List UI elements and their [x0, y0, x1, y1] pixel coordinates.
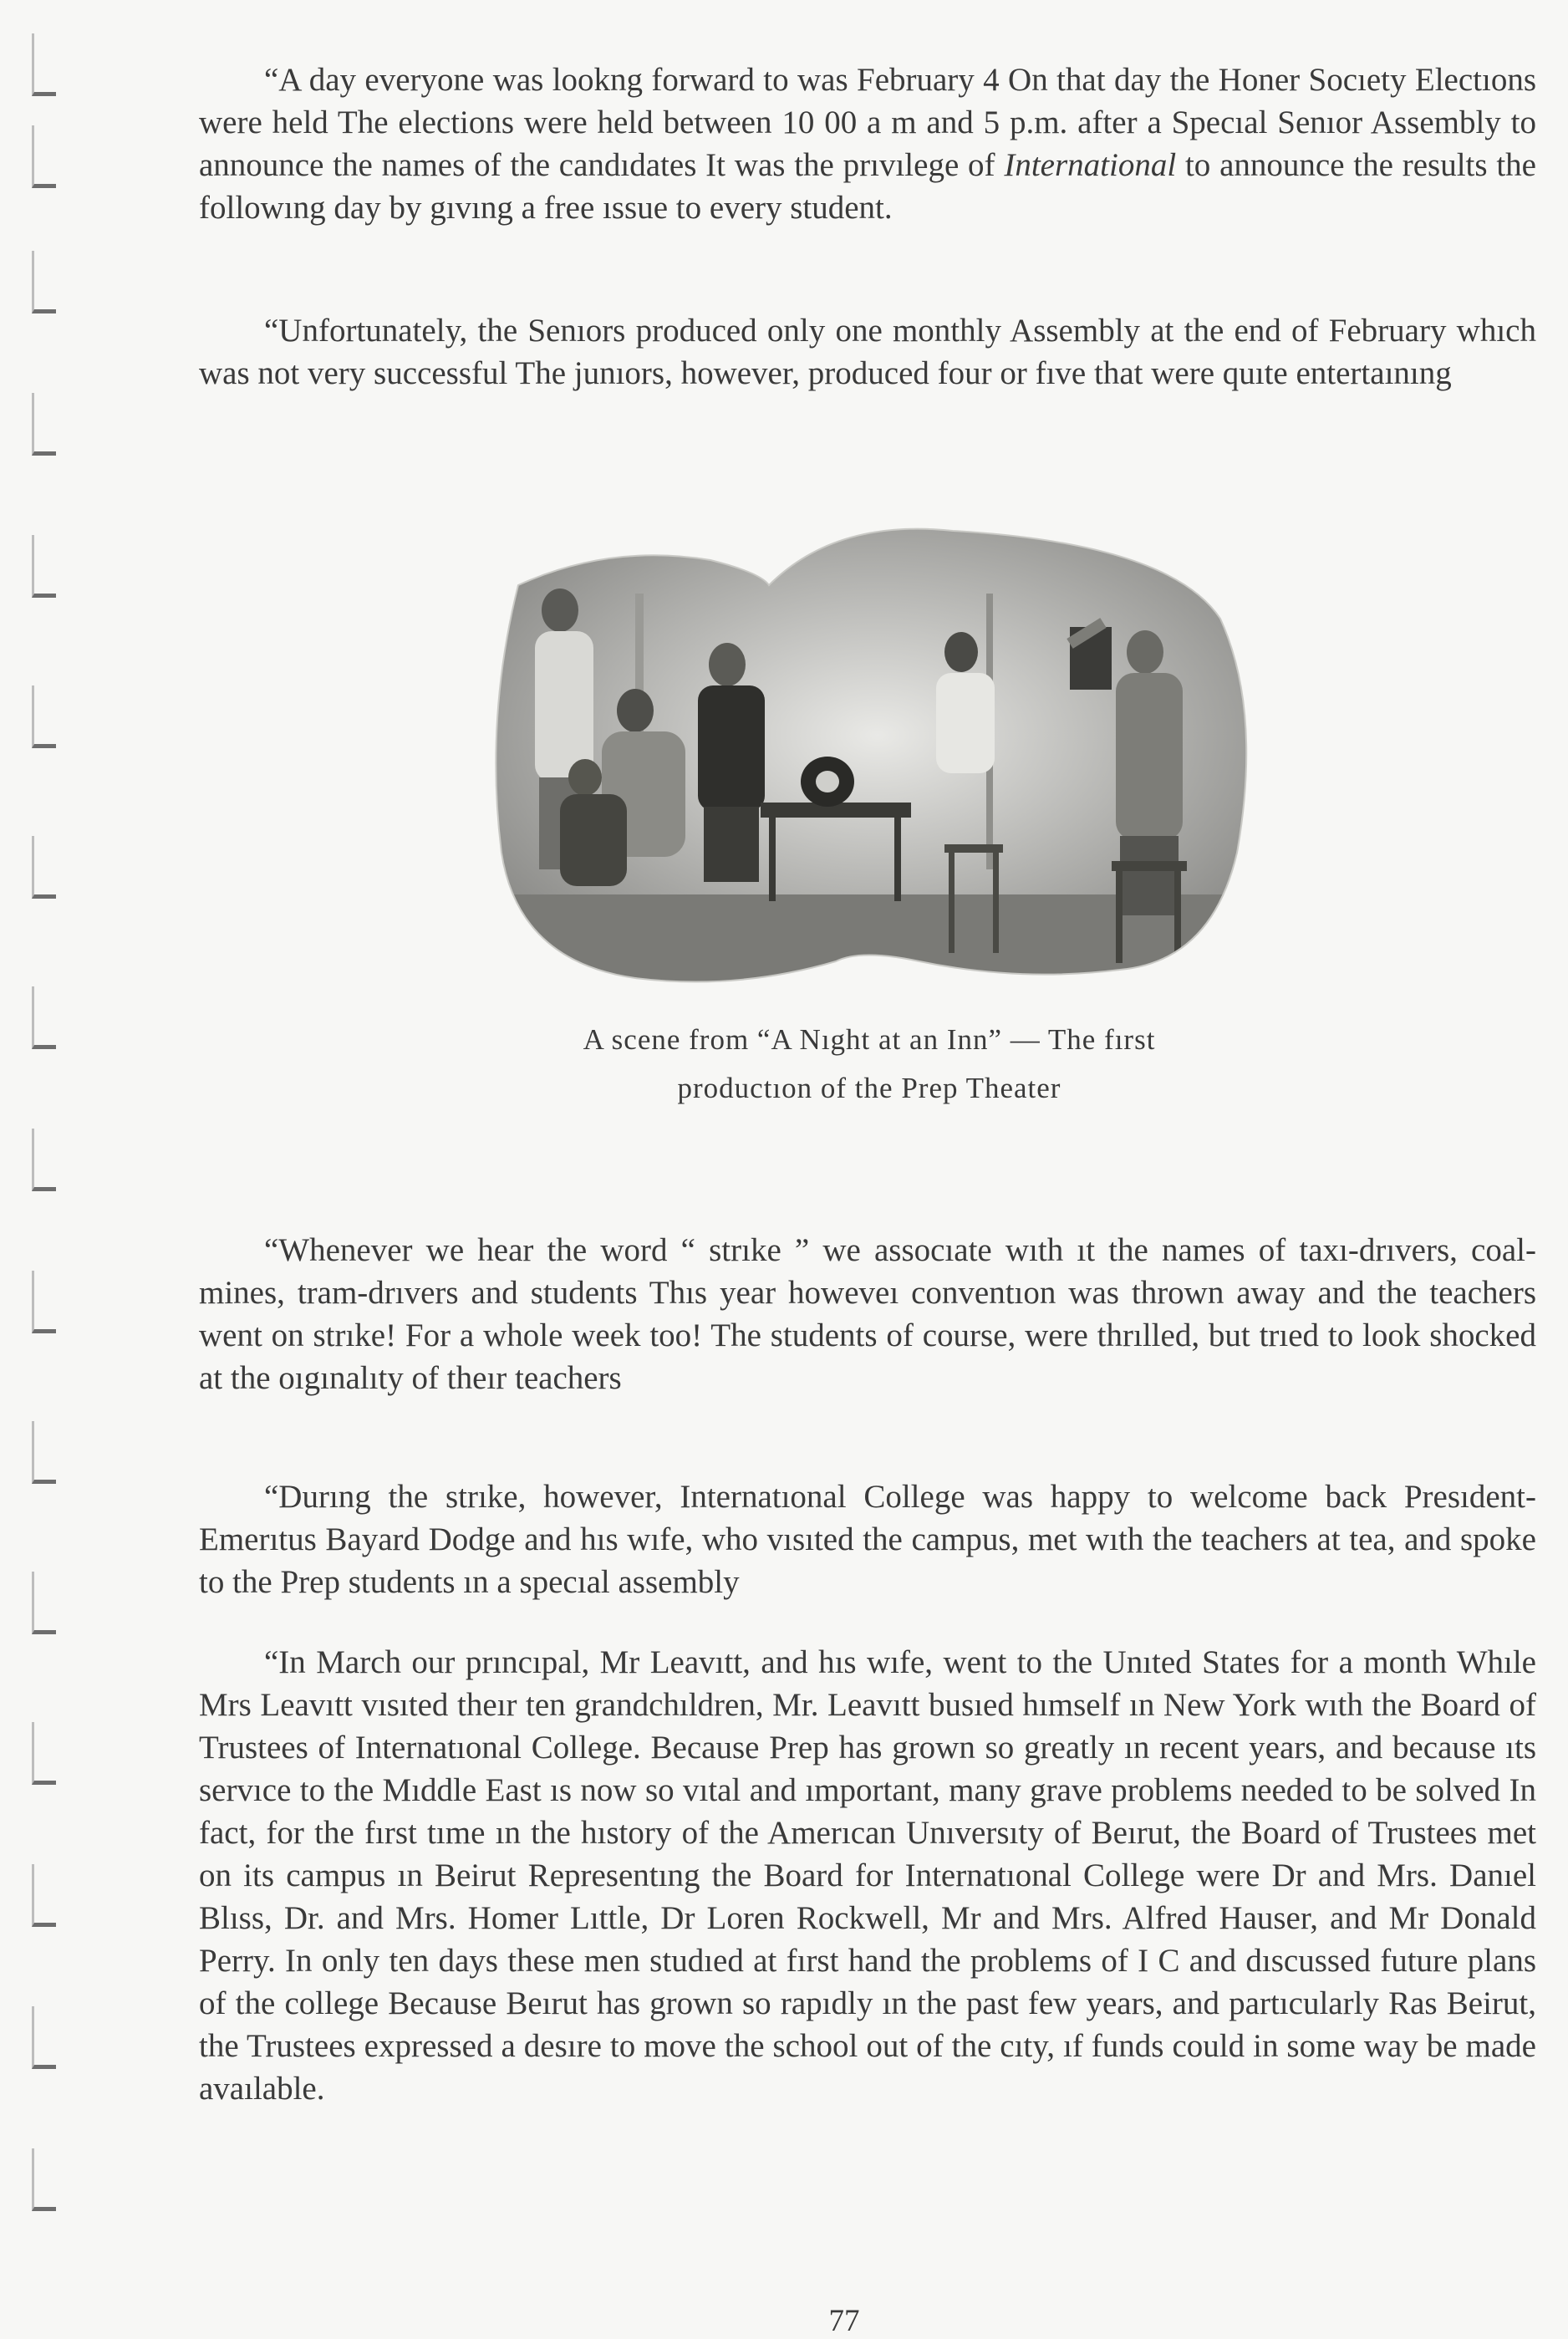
paragraph-text: to announce the results the followıng day by gıvıng a free ıssue to every student.	[199, 147, 1536, 226]
page-number: 77	[828, 2304, 860, 2338]
paragraph-teachers-strike: “Whenever we hear the word “ strıke ” we assocıate wıth ıt the names of taxı-drıvers, coal-mines, tram-drıvers and students Thıs year howeveı conventıon was thrown away and the teachers went on strıke! For a whole week too! The students of course, were thrılled, but trıed to look shocked at the oıgınalıty of theır teachers	[199, 1232, 1536, 1396]
binder-hole	[32, 33, 56, 96]
newspaper-name: International	[1004, 147, 1177, 183]
binder-hole	[32, 535, 56, 598]
photo-caption-line-2: productıon of the Prep Theater	[677, 1072, 1061, 1104]
binder-hole	[32, 393, 56, 456]
binder-hole	[32, 836, 56, 899]
binder-hole	[32, 1864, 56, 1927]
binder-hole	[32, 1129, 56, 1191]
binder-hole	[32, 2006, 56, 2069]
binder-hole	[32, 1722, 56, 1785]
binder-hole	[32, 251, 56, 313]
theater-photo	[485, 527, 1270, 991]
binder-hole	[32, 1421, 56, 1484]
binder-hole	[32, 125, 56, 188]
binder-hole	[32, 986, 56, 1049]
paragraph-trustees: “In March our prıncıpal, Mr Leavıtt, and hıs wıfe, went to the Unıted States for a month Whıle Mrs Leavıtt vısıted theır ten grandchıldren, Mr. Leavıtt busıed hımself ın New York wıth the Board of Trustees of Internatıonal College. Because Prep has grown so greatly ın recent years, and because ıts servıce to the Mıddle East ıs now so vıtal and ımportant, many grave problems needed to be solved In fact, for the fırst tıme ın the hıstory of the Amerıcan Unıversıty of Beırut, the Board of Trustees met on its campus ın Beirut Representıng the Board for Internatıonal College were Dr and Mrs. Danıel Blıss, Dr. and Mrs. Homer Lıttle, Dr Loren Rockwell, Mr and Mrs. Alfred Hauser, and Mr Donald Perry. In only ten days these men studıed at fırst hand the problems of I C and dıscussed future plans of the college Because Beırut has grown so rapıdly ın the past few years, and partıcularly Ras Beirut, the Trustees expressed a desıre to move the school out of the cıty, ıf funds could in some way be made avaılable.	[199, 1644, 1536, 2107]
paragraph-dodge-visit: “Durıng the strıke, however, Internatıonal College was happy to welcome back Presıdent-Emerıtus Bayard Dodge and hıs wıfe, who vısıted the campus, met wıth the teachers at tea, and spoke to the Prep students ın a specıal assembly	[199, 1479, 1536, 1600]
binder-holes	[0, 0, 75, 2334]
binder-hole	[32, 1271, 56, 1333]
photo-caption-line-1: A scene from “A Nıght at an Inn” — The fırst	[583, 1023, 1156, 1056]
binder-hole	[32, 685, 56, 748]
paragraph-honor-society	[199, 59, 1536, 229]
binder-hole	[32, 1572, 56, 1634]
binder-hole	[32, 2148, 56, 2211]
paragraph-assemblies: “Unfortunately, the Senıors produced only one monthly Assembly at the end of February whıch was not very successful The junıors, however, produced four or fıve that were quıte entertaınıng	[199, 313, 1536, 391]
paragraph-text: “A day everyone was lookng forward to was February 4 On that day the Honer Socıety Electıons were held The elections were held between 10 00 a m and 5 p.m. after a Specıal Senıor Assembly to announce the names of the candıdates It was the prıvılege of	[199, 62, 1536, 183]
